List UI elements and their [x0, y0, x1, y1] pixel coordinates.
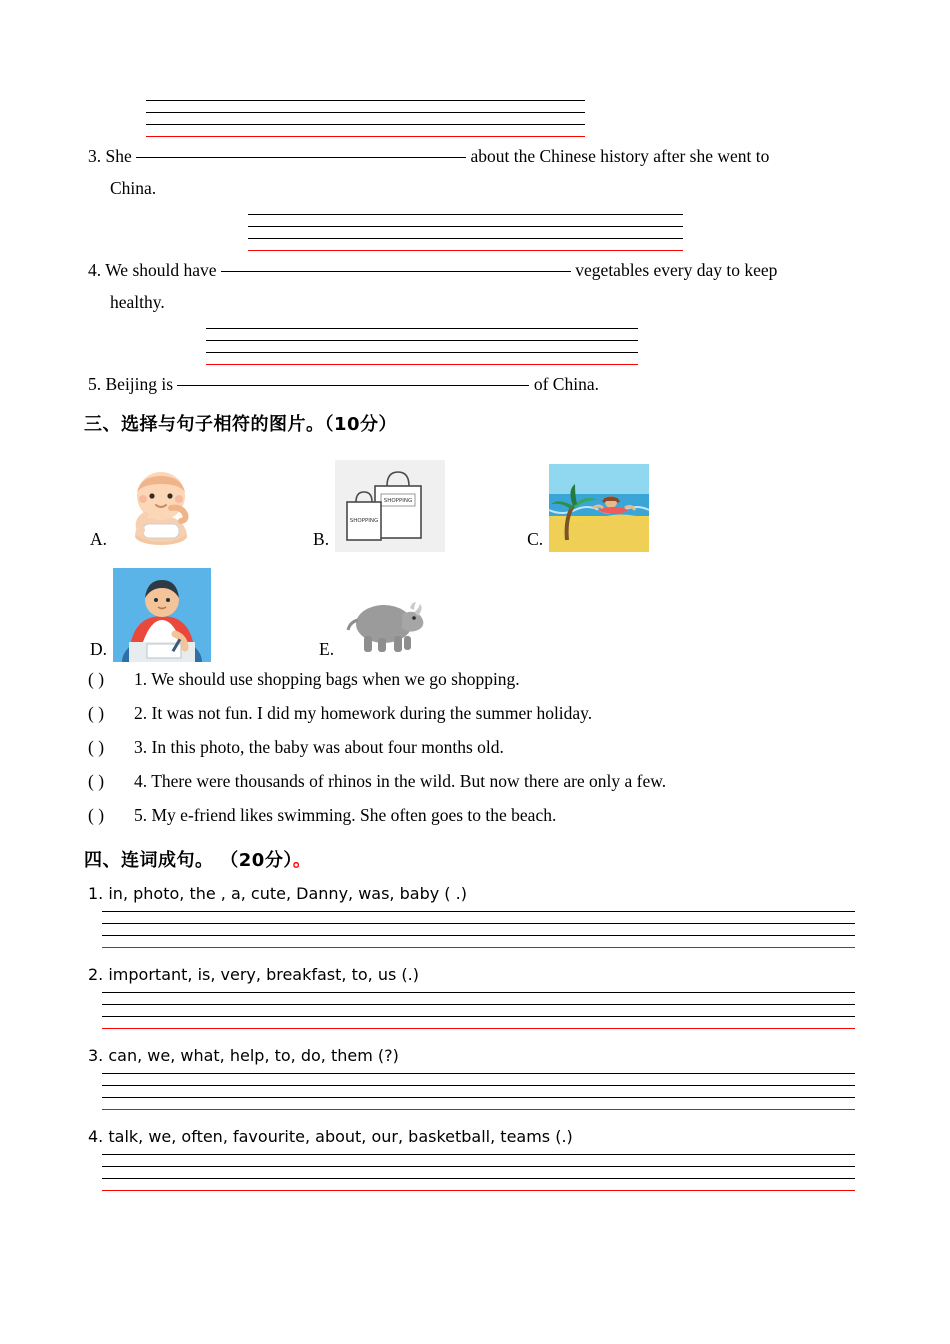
choice-item-1[interactable] — [88, 662, 863, 696]
question-4-number: 4. — [88, 260, 102, 280]
question-3-number: 3. — [88, 146, 102, 166]
choice-3-bracket[interactable]: ( ) — [88, 737, 105, 757]
make-sentence-item-4 — [88, 1127, 863, 1146]
make-sentence-4-number: 4. — [88, 1127, 104, 1146]
choice-5-number: 5. — [134, 805, 148, 825]
baby-icon — [113, 464, 209, 552]
question-5-blank[interactable] — [177, 385, 529, 386]
svg-text:SHOPPING: SHOPPING — [383, 498, 413, 504]
picture-label-e: E. — [319, 639, 335, 659]
picture-option-c[interactable] — [527, 464, 649, 552]
picture-options-row-2 — [88, 558, 863, 662]
choice-3-text: In this photo, the baby was about four months old. — [151, 737, 504, 757]
question-3-text-after: about the Chinese history after she went to — [470, 146, 770, 166]
choice-1-text: We should use shopping bags when we go shopping. — [151, 669, 520, 689]
make-sentence-item-1 — [88, 884, 863, 903]
question-4-blank[interactable] — [221, 271, 571, 272]
picture-label-b: B. — [313, 529, 330, 549]
answer-rule-q4[interactable] — [88, 210, 863, 254]
choice-5-bracket[interactable]: ( ) — [88, 805, 105, 825]
question-3-text-before: She — [105, 146, 132, 166]
question-item-5 — [88, 368, 863, 400]
make-sentence-1-answer-rule[interactable] — [102, 907, 855, 953]
picture-option-a[interactable] — [90, 464, 209, 552]
choice-item-4[interactable] — [88, 764, 863, 798]
picture-option-b[interactable] — [313, 460, 445, 552]
make-sentence-3-text: can, we, what, help, to, do, them (?) — [108, 1046, 399, 1065]
choice-2-number: 2. — [134, 703, 148, 723]
choice-1-number: 1. — [134, 669, 148, 689]
choice-5-text: My e-friend likes swimming. She often goes to the beach. — [151, 805, 557, 825]
worksheet-content — [84, 96, 863, 1196]
answer-rule-q3[interactable] — [88, 96, 863, 138]
choice-item-2[interactable] — [88, 696, 863, 730]
choice-4-bracket[interactable]: ( ) — [88, 771, 105, 791]
question-4-text-before: We should have — [105, 260, 217, 280]
picture-label-a: A. — [90, 529, 108, 549]
picture-option-d[interactable] — [90, 568, 211, 662]
question-4-wrap-text: healthy. — [110, 292, 165, 312]
choice-item-3[interactable] — [88, 730, 863, 764]
choice-2-bracket[interactable]: ( ) — [88, 703, 105, 723]
choice-4-number: 4. — [134, 771, 148, 791]
make-sentence-item-2 — [88, 965, 863, 984]
make-sentence-4-text: talk, we, often, favourite, about, our, basketball, teams (.) — [108, 1127, 573, 1146]
make-sentence-4-answer-rule[interactable] — [102, 1150, 855, 1196]
section-four-heading-dot: 。 — [292, 850, 312, 871]
make-sentence-2-number: 2. — [88, 965, 104, 984]
question-item-3 — [88, 140, 863, 172]
choice-4-text: There were thousands of rhinos in the wild. But now there are only a few. — [151, 771, 667, 791]
make-sentence-1-number: 1. — [88, 884, 104, 903]
make-sentence-3-answer-rule[interactable] — [102, 1069, 855, 1115]
make-sentence-2-answer-rule[interactable] — [102, 988, 855, 1034]
beach-icon — [549, 464, 649, 552]
picture-option-e[interactable] — [319, 578, 432, 662]
choice-2-text: It was not fun. I did my homework during the summer holiday. — [151, 703, 593, 723]
make-sentence-3-number: 3. — [88, 1046, 104, 1065]
section-three-heading: 三、选择与句子相符的图片。（10分） — [84, 414, 398, 435]
shopping-bags-icon — [335, 460, 445, 552]
make-sentence-2-text: important, is, very, breakfast, to, us (.) — [108, 965, 419, 984]
picture-label-d: D. — [90, 639, 108, 659]
question-3-wrap — [88, 172, 863, 204]
picture-options-row-1 — [88, 444, 863, 552]
make-sentence-item-3 — [88, 1046, 863, 1065]
question-5-number: 5. — [88, 374, 102, 394]
choice-1-bracket[interactable]: ( ) — [88, 669, 105, 689]
question-5-text-before: Beijing is — [105, 374, 174, 394]
question-item-4 — [88, 254, 863, 286]
boy-writing-icon — [113, 568, 211, 662]
question-4-text-after: vegetables every day to keep — [575, 260, 778, 280]
picture-label-c: C. — [527, 529, 544, 549]
question-3-blank[interactable] — [136, 157, 466, 158]
question-4-wrap — [88, 286, 863, 318]
question-3-wrap-text: China. — [110, 178, 157, 198]
choice-3-number: 3. — [134, 737, 148, 757]
choice-item-5[interactable] — [88, 798, 863, 832]
answer-rule-q5[interactable] — [88, 324, 863, 368]
question-5-text-after: of China. — [533, 374, 599, 394]
svg-text:SHOPPING: SHOPPING — [349, 518, 379, 524]
rhino-icon — [340, 578, 432, 662]
make-sentence-1-text: in, photo, the , a, cute, Danny, was, baby ( .) — [108, 884, 467, 903]
section-four-heading-text: 四、连词成句。 （20分） — [84, 850, 293, 871]
section-four-heading — [84, 846, 863, 872]
